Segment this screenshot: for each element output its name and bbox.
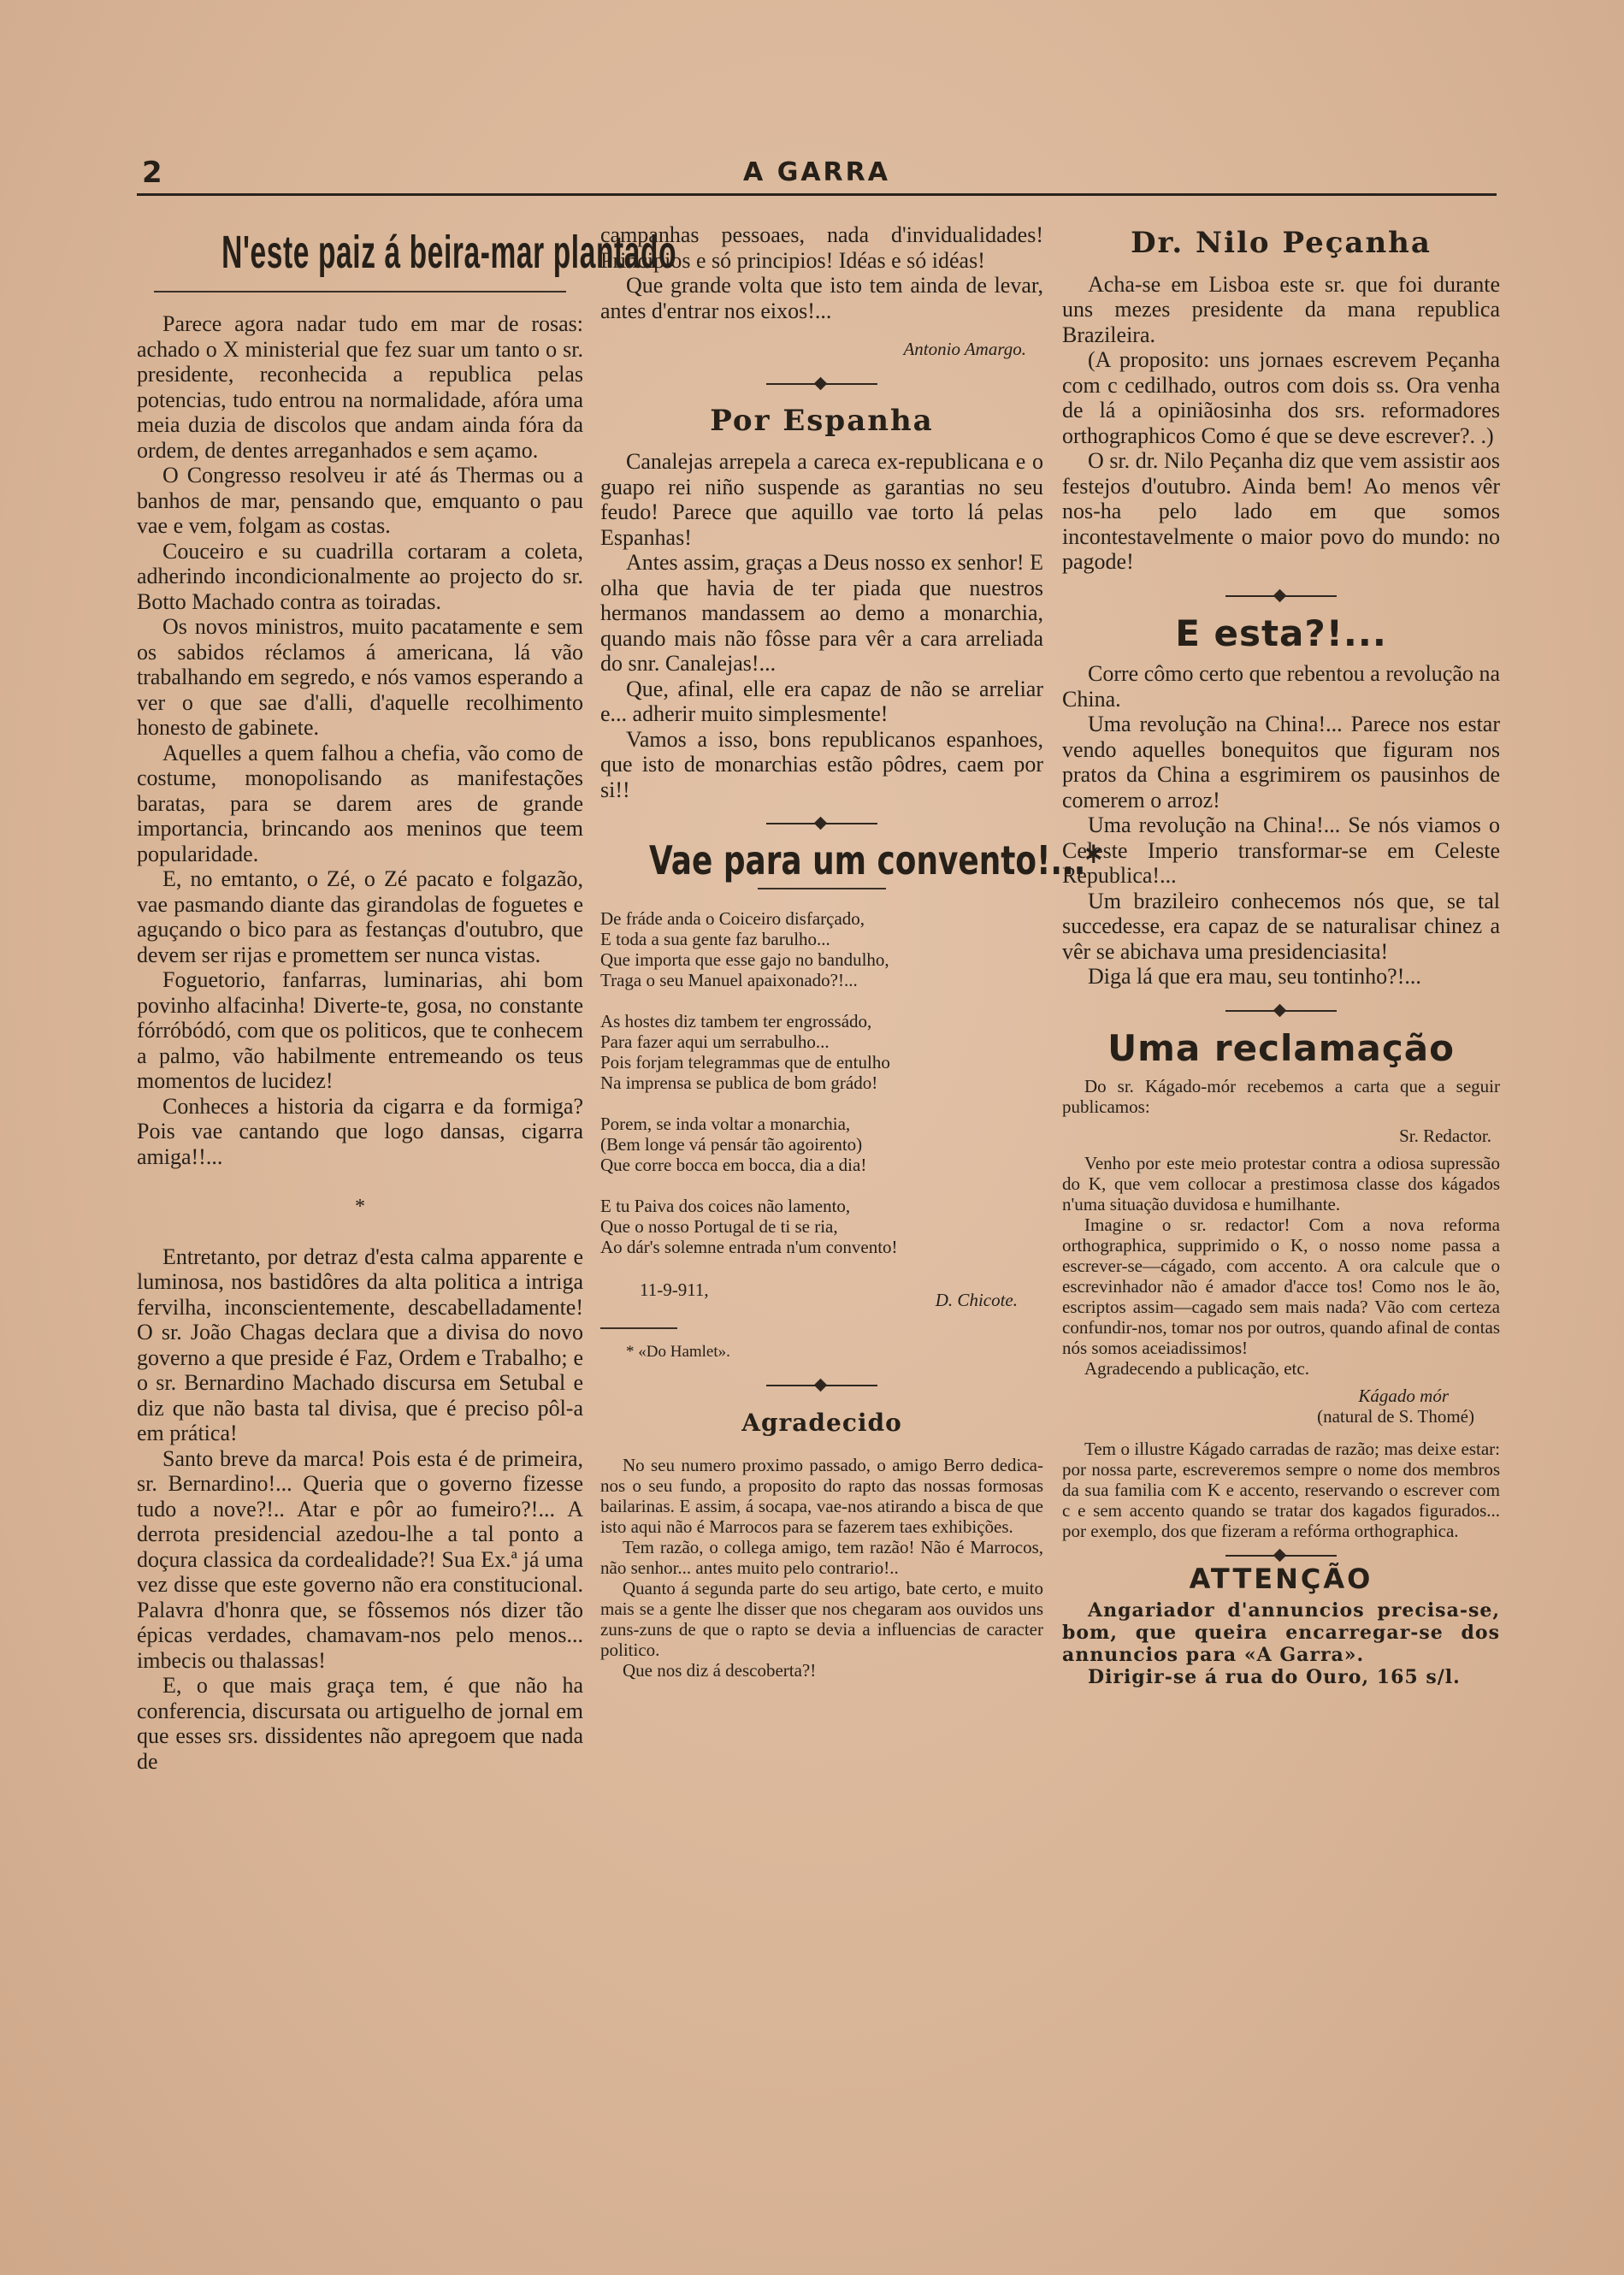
letter-signature: Kágado mór (1358, 1386, 1449, 1406)
masthead: A GARRA (743, 157, 890, 187)
poem-stanza (600, 908, 1043, 990)
ornament-divider (766, 1380, 877, 1392)
paragraph: Corre cômo certo que rebentou a revolução na China. (1062, 661, 1500, 712)
paragraph: Um brazileiro conhecemos nós que, se tal succedesse, era capaz de se naturalisar chinez a vêr se abichava uma presidenciasita! (1062, 888, 1500, 964)
paragraph: E, o que mais graça tem, é que não ha conferencia, discursata ou artiguelho de jornal em que esses srs. dissidentes não apregoem que nada de (137, 1673, 583, 1774)
letter-paragraph: Venho por este meio protestar contra a odiosa supressão do K, que vem collocar a prestimosa classe dos kágados n'uma situação duvidosa e humilhante. (1062, 1153, 1500, 1214)
paragraph: Tem razão, o collega amigo, tem razão! Não é Marrocos, não senhor... antes muito pelo contrario!.. (600, 1536, 1043, 1578)
article-title: E esta?!... (1175, 612, 1387, 654)
paragraph: No seu numero proximo passado, o amigo Berro dedica-nos o seu fundo, a proposito do rapto das nossas formosas bailarinas. E assim, á socapa, vae-nos atirando a bisca de que isto aqui não é Marrocos para se fazerem taes exhibições. (600, 1454, 1043, 1537)
poem (600, 908, 1043, 1257)
signature: Antonio Amargo. (903, 339, 1026, 359)
paragraph: Diga lá que era mau, seu tontinho?!... (1088, 964, 1421, 989)
poem-line: Pois forjam telegrammas que de entulho (600, 1051, 890, 1072)
letter-paragraph: Agradecendo a publicação, etc. (1084, 1358, 1309, 1379)
article-title: Vae para um convento!...* (648, 837, 1102, 883)
article-title: Agradecido (741, 1409, 902, 1437)
article-body (600, 1455, 1043, 1681)
letter-origin: (natural de S. Thomé) (1317, 1406, 1474, 1427)
poem-line: Que o nosso Portugal de ti se ria, (600, 1215, 838, 1237)
paragraph: Conheces a historia da cigarra e da formiga? Pois vae cantando que logo dansas, cigarra amiga!!... (137, 1093, 583, 1169)
page-header (137, 156, 1497, 196)
poem-stanza (600, 1196, 1043, 1257)
poem-date: 11-9-911, (640, 1279, 709, 1300)
title-rule (758, 888, 886, 889)
paragraph: Entretanto, por detraz d'esta calma apparente e luminosa, nos bastidôres da alta politica a intriga fervilha, inconscientemente, descabelladamente! O sr. João Chagas declara que a divisa do novo governo a que preside é Faz, Ordem e Trabalho; e o sr. Bernardino Machado discursa em Setubal e diz que não basta tal divisa, que é preciso pôl-a em prática! (137, 1244, 583, 1445)
advert-address: Dirigir-se á rua do Ouro, 165 s/l. (1088, 1665, 1461, 1688)
paragraph: Aquelles a quem falhou a chefia, vão como de costume, monopolisando as manifestações baratas, para se darem ares de grande importancia, brincando aos meninos que teem popularidade. (137, 740, 583, 866)
paragraph: (A proposito: uns jornaes escrevem Peçanha com c cedilhado, outros com dois ss. Ora venha de lá a opiniãosinha dos srs. reformadores orthographicos Como é que se deve escrever?. .) (1062, 347, 1500, 448)
footnote: * «Do Hamlet». (626, 1342, 730, 1361)
paragraph: E, no emtanto, o Zé, o Zé pacato e folgazão, vae pasmando diante das girandolas de foguetes e aguçando o bico para as festanças d'outubro, que devem ser rijas e promettem ser nunca vistas. (137, 866, 583, 967)
poem-footer (600, 1278, 1043, 1312)
paragraph: Couceiro e su cuadrilla cortaram a coleta, adherindo incondicionalmente ao projecto do sr. Botto Machado contra as toiradas. (137, 538, 583, 614)
poem-line: As hostes diz tambem ter engrossádo, (600, 1010, 872, 1031)
paragraph: Que nos diz á descoberta?! (623, 1659, 817, 1681)
paragraph: Uma revolução na China!... Se nós viamos o Celeste Imperio transformar-se em Celeste Republica!... (1062, 812, 1500, 888)
poem-line: E toda a sua gente faz barulho... (600, 928, 830, 949)
title-rule (154, 291, 566, 292)
paragraph: Que grande volta que isto tem ainda de levar, antes d'entrar nos eixos!... (600, 273, 1043, 323)
poem-stanza (600, 1011, 1043, 1093)
column-3 (1062, 222, 1500, 2215)
paragraph: Canalejas arrepela a careca ex-republicana e o guapo rei niño suspende as garantias no seu feudo! Parece que aquillo vae torto lá pelas Espanhas! (600, 449, 1043, 550)
ornament-divider (766, 378, 877, 390)
paragraph: Antes assim, graças a Deus nosso ex senhor! E olha que havia de ter piada que nuestros hermanos mandassem ao demo a monarchia, quando mais não fôsse para vêr a cara arreliada do snr. Canalejas!... (600, 550, 1043, 676)
poem-stanza (600, 1114, 1043, 1175)
poem-line: Na imprensa se publica de bom grádo! (600, 1072, 878, 1093)
article-title: Dr. Nilo Peçanha (1131, 226, 1432, 260)
poem-line: Para fazer aqui um serrabulho... (600, 1031, 830, 1052)
paragraph: Vamos a isso, bons republicanos espanhoes, que isto de monarchias estão pôdres, caem por si!! (600, 726, 1043, 802)
article-title: Por Espanha (710, 403, 934, 438)
letter-section (1062, 1076, 1500, 1541)
paragraph: Parece agora nadar tudo em mar de rosas: achado o X ministerial que fez suar um tanto o sr. presidente, reconhecida a republica pelas potencias, tudo entrou na normalidade, afóra uma meia duzia de discolos que andam ainda fóra da ordem, de dentes arreganhados e sem açamo. (137, 311, 583, 463)
poem-line: (Bem longe vá pensár tão agoirento) (600, 1133, 863, 1155)
article-title: Uma reclamação (1107, 1026, 1455, 1069)
poem-line: Traga o seu Manuel apaixonado?!... (600, 969, 858, 990)
column-2 (600, 222, 1102, 2215)
poem-author: D. Chicote. (935, 1289, 1018, 1310)
advert-text: Angariador d'annuncios precisa-se, bom, que queira encarregar-se dos annuncios para «A Garra». (1062, 1598, 1500, 1666)
paragraph: Santo breve da marca! Pois esta é de primeira, sr. Bernardino!... Queria que o governo fizesse tudo a nove?!.. Atar e pôr ao fumeiro?!... A derrota presidencial azedou-lhe a tal ponto a doçura classica da cordealidade?! Sua Ex.ª já uma vez disse que este governo não era constitucional. Palavra d'honra que, se fôssemos nós dizer tão épicas verdades, chamavam-nos pelo menos... imbecis ou thalassas! (137, 1445, 583, 1673)
asterisk-separator: * (355, 1196, 365, 1218)
footnote-rule (600, 1327, 677, 1329)
ornament-divider (1225, 590, 1337, 602)
poem-line: E tu Paiva dos coices não lamento, (600, 1195, 851, 1216)
paragraph: O Congresso resolveu ir até ás Thermas ou a banhos de mar, pensando que, emquanto o pau vae e vem, folgam as costas. (137, 463, 583, 538)
paragraph: Uma revolução na China!... Parece nos estar vendo aquelles bonequitos que figuram nos pratos da China a esgrimirem os pausinhos de comerem o arroz! (1062, 712, 1500, 812)
letter-intro: Do sr. Kágado-mór recebemos a carta que a seguir publicamos: (1062, 1076, 1500, 1117)
article-title: N'este paiz á beira-mar plantado (221, 227, 677, 278)
paragraph: Quanto á segunda parte do seu artigo, bate certo, e muito mais se a gente lhe disser que nos chegaram aos ouvidos uns zuns-zuns de que o rapto se devia a influencias de caracter politico. (600, 1577, 1043, 1660)
paragraph: Acha-se em Lisboa este sr. que foi durante uns mezes presidente da mana republica Brazileira. (1062, 271, 1500, 347)
paragraph: campanhas pessoaes, nada d'invidualidades! Principios e só principios! Idéas e só idéas! (600, 222, 1043, 273)
poem-line: Que importa que esse gajo no bandulho, (600, 948, 889, 970)
ornament-divider (1225, 1005, 1337, 1017)
advert-title: ATTENÇÃO (1189, 1563, 1373, 1595)
ornament-divider (1225, 1550, 1337, 1562)
poem-line: Ao dár's solemne entrada n'um convento! (600, 1236, 898, 1257)
paragraph: Foguetorio, fanfarras, luminarias, ahi bom povinho alfacinha! Diverte-te, gosa, no constante fórróbódó, com que os politicos, que te conhecem a palmo, vão habilmente entremeando os teus momentos de lucidez! (137, 967, 583, 1093)
poem-line: Que corre bocca em bocca, dia a dia! (600, 1154, 867, 1175)
ornament-divider (766, 818, 877, 830)
paragraph: Os novos ministros, muito pacatamente e sem os sabidos réclamos á americana, lá vão trabalhando em segredo, e nós vamos esperando a ver o que sae d'alli, d'aquelle recolhimento honesto de gabinete. (137, 614, 583, 740)
letter-salutation: Sr. Redactor. (1399, 1126, 1491, 1146)
paragraph: Que, afinal, elle era capaz de não se arreliar e... adherir muito simplesmente! (600, 676, 1043, 726)
poem-line: Porem, se inda voltar a monarchia, (600, 1113, 851, 1134)
poem-line: De fráde anda o Coiceiro disfarçado, (600, 907, 865, 929)
paragraph: Tem o illustre Kágado carradas de razão; mas deixe estar: por nossa parte, escreveremos sempre o nome dos membros da sua familia com K e accento, reservando o escrever com c e sem accento quando se tratar dos kagados figurados... por exemplo, dos que fizeram a refórma orthographica. (1062, 1439, 1500, 1541)
page-number: 2 (142, 156, 162, 190)
paragraph: O sr. dr. Nilo Peçanha diz que vem assistir aos festejos d'outubro. Ainda bem! Ao menos vêr nos-ha pelo lado em que somos incontestavelmente o maior povo do mundo: no pagode! (1062, 448, 1500, 574)
letter-paragraph: Imagine o sr. redactor! Com a nova reforma orthographica, supprimido o K, o nosso nome passa a escrever-se—cágado, com accento. A ora calcule que o escrevinhador não é amador d'acce tos! Como nos le ão, escriptos assim—cagado sem mais nada? Vão com certeza confundir-nos, tomar nos por outros, quando afinal de contas nós somos aceiadissimos! (1062, 1214, 1500, 1358)
